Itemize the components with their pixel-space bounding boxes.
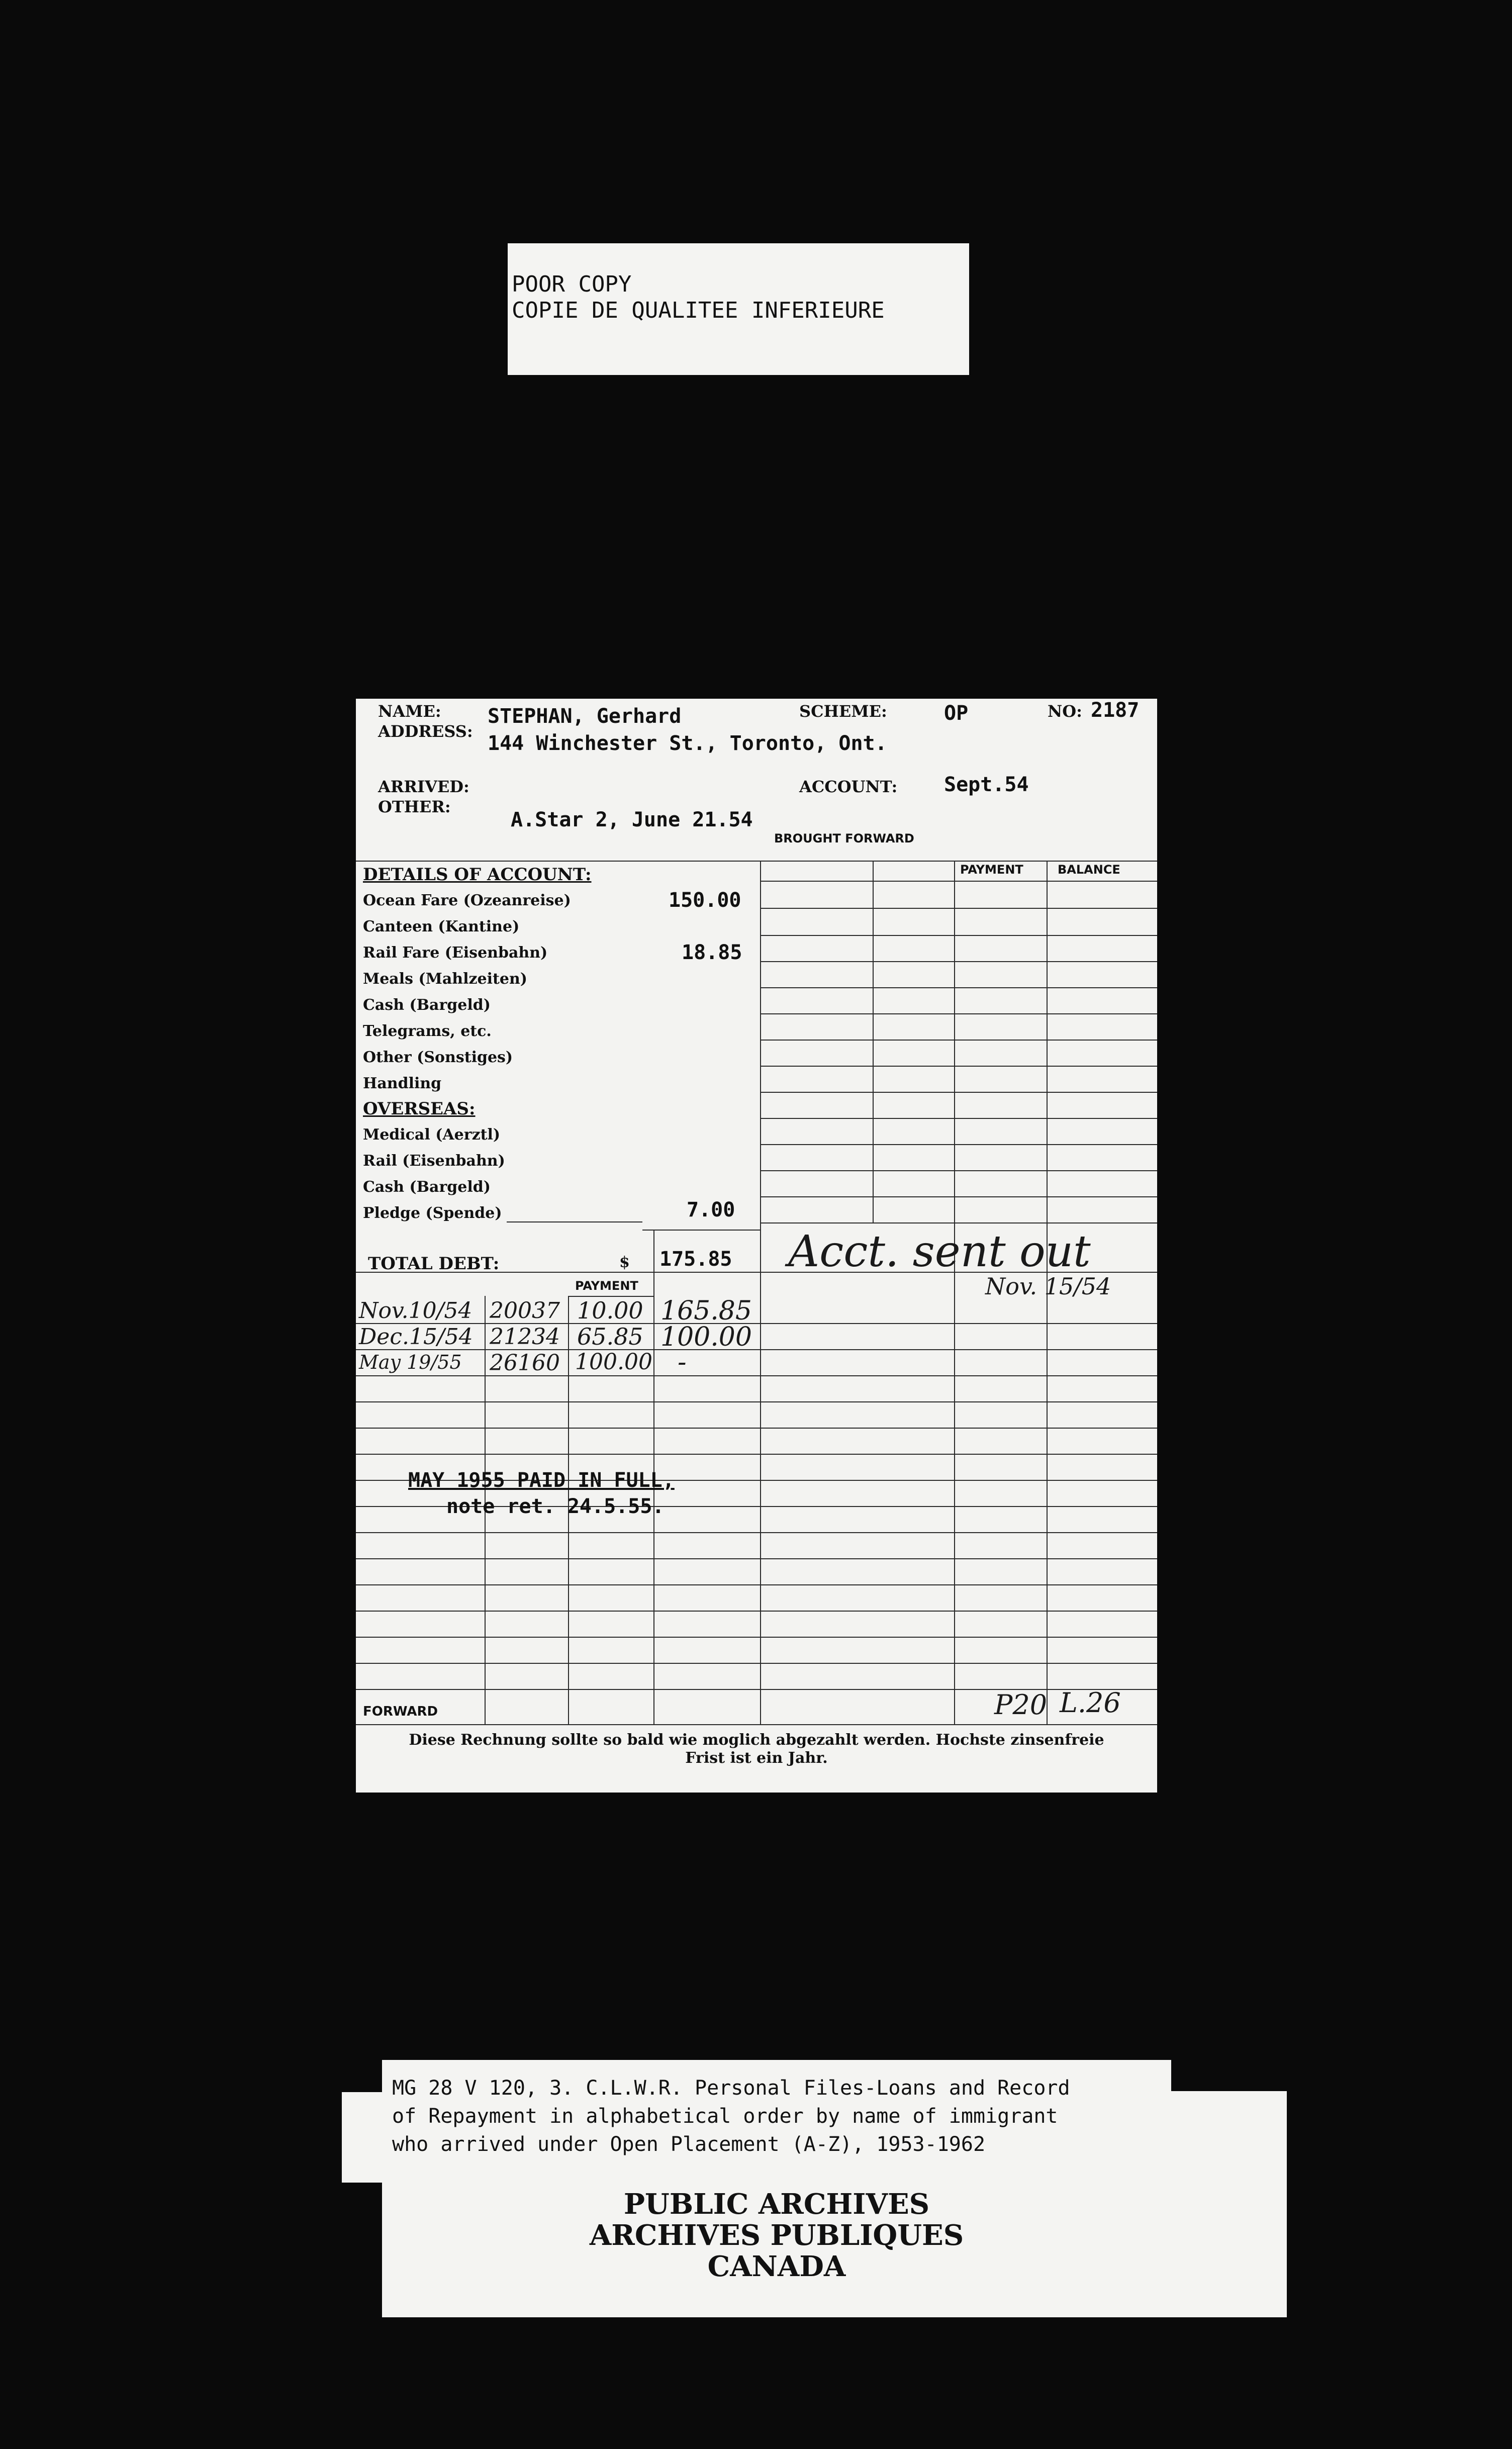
payment-receipt: 20037 — [490, 1298, 560, 1324]
detail-label: Pledge (Spende) — [363, 1204, 502, 1222]
archive-reference: MG 28 V 120, 3. C.L.W.R. Personal Files-Loans and Record of Repayment in alphabetical order by name of immigrant who arrived under Open Placement (A-Z), 1953-1962 — [392, 2077, 1070, 2156]
archive-label-tab — [1171, 2091, 1287, 2317]
brought-forward-label: BROUGHT FORWARD — [774, 831, 914, 845]
archive-label-tab — [342, 2092, 382, 2183]
detail-label: Canteen (Kantine) — [363, 918, 520, 935]
detail-label: Cash (Bargeld) — [363, 996, 491, 1014]
detail-label: Medical (Aerztl) — [363, 1126, 501, 1144]
detail-amount: 18.85 — [682, 941, 742, 964]
poor-copy-line-2: COPIE DE QUALITEE INFERIEURE — [512, 298, 885, 323]
detail-amount: 150.00 — [669, 889, 741, 912]
no-label: NO: — [1048, 702, 1082, 721]
detail-label: Handling — [363, 1075, 442, 1092]
detail-label: Rail Fare (Eisenbahn) — [363, 944, 548, 962]
note-returned: note ret. 24.5.55. — [446, 1495, 665, 1518]
forward-mark: L.26 — [1060, 1687, 1121, 1719]
details-heading: DETAILS OF ACCOUNT: — [363, 865, 592, 885]
payment-receipt: 21234 — [490, 1324, 560, 1350]
payment-amount: 100.00 — [575, 1349, 652, 1375]
other-value: A.Star 2, June 21.54 — [511, 808, 753, 831]
total-debt-label: TOTAL DEBT: — [368, 1254, 500, 1274]
payment-header: PAYMENT — [960, 863, 1023, 877]
payment-date: May 19/55 — [359, 1351, 462, 1373]
detail-label: OVERSEAS: — [363, 1099, 476, 1119]
card-footer-line-2: Frist ist ein Jahr. — [685, 1749, 828, 1767]
handwritten-date: Nov. 15/54 — [985, 1273, 1111, 1300]
account-card — [356, 699, 1157, 1793]
detail-label: Rail (Eisenbahn) — [363, 1152, 505, 1170]
payment-date: Dec.15/54 — [359, 1324, 473, 1350]
card-footer-line-1: Diese Rechnung sollte so bald wie moglich abgezahlt werden. Hochste zinsenfreie — [409, 1731, 1104, 1749]
scheme-value: OP — [944, 702, 969, 725]
detail-amount: 7.00 — [687, 1198, 735, 1221]
payment-receipt: 26160 — [490, 1350, 560, 1376]
payment-balance: 165.85 — [660, 1296, 752, 1326]
other-label: OTHER: — [378, 797, 451, 816]
archive-stamp — [382, 2189, 1171, 2282]
detail-label: Telegrams, etc. — [363, 1022, 492, 1040]
archive-line-1: PUBLIC ARCHIVES — [623, 2188, 930, 2221]
payment-balance: - — [678, 1347, 687, 1377]
archive-line-3: CANADA — [707, 2250, 846, 2283]
total-debt-value: 175.85 — [659, 1248, 732, 1271]
name-label: NAME: — [378, 702, 441, 721]
archive-line-2: ARCHIVES PUBLIQUES — [589, 2219, 964, 2252]
account-label: ACCOUNT: — [799, 777, 898, 796]
forward-mark: P20 — [994, 1689, 1048, 1721]
address-value: 144 Winchester St., Toronto, Ont. — [488, 732, 887, 755]
paid-in-full-note: MAY 1955 PAID IN FULL, — [408, 1469, 675, 1492]
balance-header: BALANCE — [1058, 863, 1120, 877]
poor-copy-line-1: POOR COPY — [512, 271, 632, 297]
detail-label: Cash (Bargeld) — [363, 1178, 491, 1196]
payment-amount: 10.00 — [577, 1297, 643, 1324]
detail-label: Other (Sonstiges) — [363, 1049, 513, 1066]
detail-label: Ocean Fare (Ozeanreise) — [363, 892, 571, 909]
payment-subheader: PAYMENT — [575, 1279, 638, 1293]
payment-amount: 65.85 — [577, 1323, 643, 1350]
handwritten-note: Acct. sent out — [788, 1227, 1091, 1277]
address-label: ADDRESS: — [378, 722, 473, 741]
forward-label: FORWARD — [363, 1704, 438, 1719]
payment-balance: 100.00 — [660, 1322, 752, 1352]
total-currency: $ — [619, 1254, 630, 1271]
no-value: 2187 — [1091, 699, 1140, 722]
detail-label: Meals (Mahlzeiten) — [363, 970, 527, 988]
arrived-label: ARRIVED: — [378, 777, 469, 796]
account-value: Sept.54 — [944, 773, 1029, 796]
payment-date: Nov.10/54 — [359, 1298, 472, 1324]
scheme-label: SCHEME: — [799, 702, 887, 721]
name-value: STEPHAN, Gerhard — [488, 705, 682, 728]
poor-copy-label — [508, 243, 969, 375]
